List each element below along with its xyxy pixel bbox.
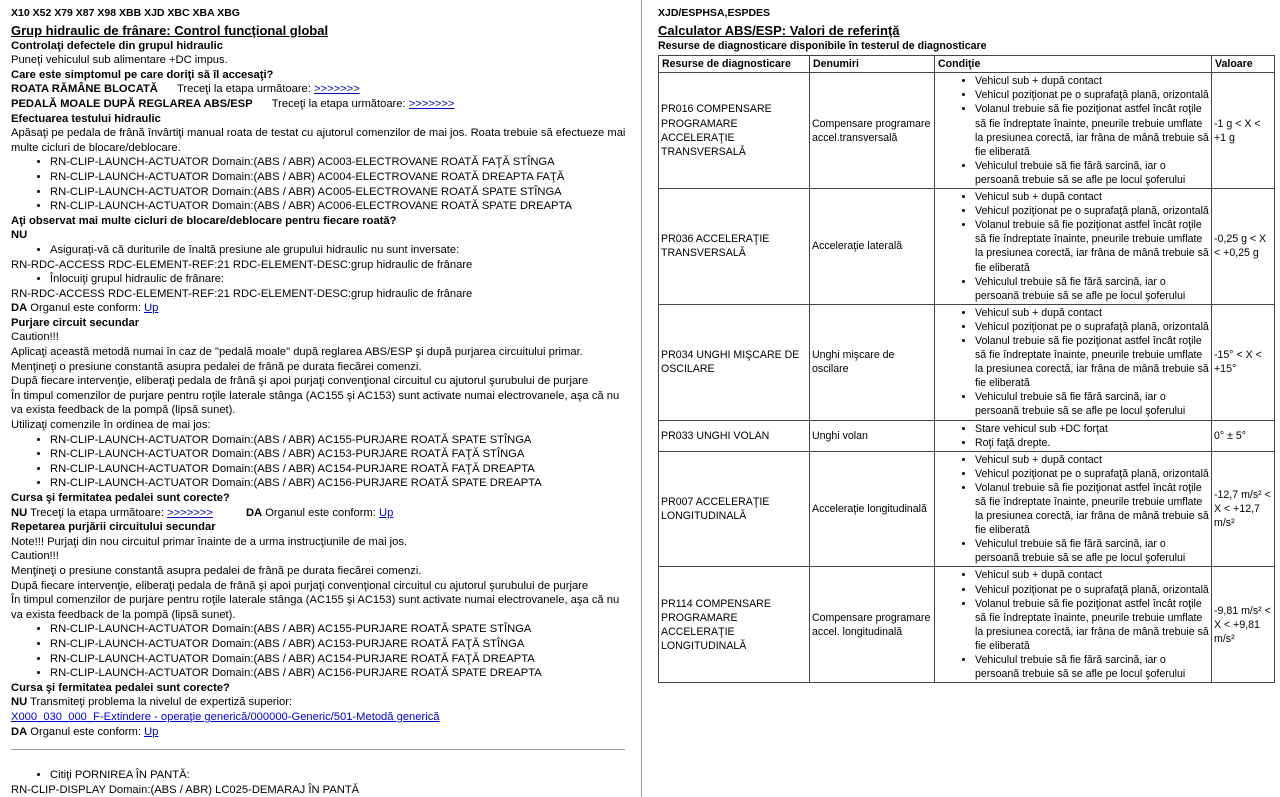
- list-item: • RN-CLIP-LAUNCH-ACTUATOR Domain:(ABS / ABR) AC156-PURJARE ROATĂ SPATE DREAPTA: [50, 666, 631, 681]
- conform-row-1: [11, 301, 631, 316]
- condition-item: • Vehicul poziţionat pe o suprafaţă plană, orizontală: [975, 320, 1209, 334]
- pedal-question: Cursa şi fermitatea pedalei sunt corecte?: [11, 492, 230, 504]
- repeat-paragraph-3: În timpul comenzilor de purjare pentru roţile laterale stânga (AC155 şi AC153) sunt activate numai electrovanele, aşa că nu va exista feedback de la pompă (lipsă sunet).: [11, 594, 620, 621]
- answer-nu: NU: [11, 506, 28, 519]
- conform-text: Organul este conform:: [30, 302, 141, 315]
- cycles-question: Aţi observat mai multe cicluri de blocare/deblocare pentru fiecare roată?: [11, 214, 397, 227]
- list-item: • RN-CLIP-LAUNCH-ACTUATOR Domain:(ABS / ABR) AC003-ELECTROVANE ROATĂ FAŢĂ STÎNGA: [50, 155, 631, 170]
- calculator-subtitle: Resurse de diagnosticare disponibile în testerul de diagnosticare: [658, 39, 987, 52]
- escalate-link[interactable]: X000_030_000_F-Extindere - operaţie generică/000000-Generic/501-Metodă generică: [11, 710, 440, 723]
- condition-cell: [935, 73, 1212, 189]
- replace-list: [11, 272, 631, 287]
- value-cell: -9,81 m/s² < X < +9,81 m/s²: [1212, 567, 1275, 683]
- up-link-3[interactable]: Up: [144, 725, 159, 738]
- name-cell: Compensare programare accel.transversală: [810, 73, 935, 189]
- reference-values-table: [658, 55, 1275, 683]
- table-header-row: [659, 56, 1275, 73]
- name-cell: Acceleraţie longitudinală: [810, 451, 935, 567]
- vehicle-codes: X10 X52 X79 X87 X98 XBB XJD XBC XBA XBG: [11, 7, 240, 19]
- section-divider: [11, 749, 625, 750]
- value-cell: -15° < X < +15°: [1212, 304, 1275, 420]
- display-line: RN-CLIP-DISPLAY Domain:(ABS / ABR) LC025-DEMARAJ ÎN PANTĂ: [11, 783, 360, 796]
- table-row: [659, 567, 1275, 683]
- symptom-row-1: [11, 82, 631, 97]
- goto-link-symptom-2[interactable]: >>>>>>>: [408, 97, 455, 110]
- list-item: • RN-CLIP-LAUNCH-ACTUATOR Domain:(ABS / ABR) AC004-ELECTROVANE ROATĂ DREAPTA FAŢĂ: [50, 170, 631, 185]
- calculator-title: Calculator ABS/ESP: Valori de referinţă: [658, 22, 900, 38]
- goto-link-symptom-1[interactable]: >>>>>>>: [314, 83, 360, 96]
- condition-item: • Volanul trebuie să fie poziţionat astfel încât roţile să fie îndreptate înainte, pneurile trebuie umflate la presiunea corectă, iar frâna de mână trebuie să fie eliberată: [975, 481, 1209, 537]
- resource-cell: PR114 COMPENSARE PROGRAMARE ACCELERAŢIE LONGITUDINALĂ: [659, 567, 810, 683]
- condition-cell: [935, 420, 1212, 451]
- condition-item: • Vehicul sub + după contact: [975, 74, 1209, 88]
- escalate-row: [11, 695, 631, 710]
- purge-paragraph-2: Menţineţi o presiune constantă asupra pedalei de frână pe durata fiecărei comenzi.: [11, 360, 422, 373]
- name-cell: Unghi mişcare de oscilare: [810, 304, 935, 420]
- condition-item: • Roţi faţă drepte.: [975, 436, 1209, 450]
- symptom-row-2: [11, 97, 631, 112]
- goto-link-pedal[interactable]: >>>>>>>: [167, 506, 213, 519]
- note-text: Note!!! Purjaţi din nou circuitul primar înainte de a urma instrucţiunile de mai jos.: [11, 535, 408, 548]
- symptom-question: Care este simptomul pe care doriţi să îl accesaţi?: [11, 68, 274, 81]
- conform-text: Organul este conform:: [265, 506, 376, 519]
- answer-nu: NU: [11, 229, 28, 242]
- answer-nu: NU: [11, 696, 28, 709]
- list-item: • RN-CLIP-LAUNCH-ACTUATOR Domain:(ABS / ABR) AC153-PURJARE ROATĂ FAŢĂ STÎNGA: [50, 447, 631, 462]
- list-item: • RN-CLIP-LAUNCH-ACTUATOR Domain:(ABS / ABR) AC154-PURJARE ROATĂ FAŢĂ DREAPTA: [50, 652, 631, 667]
- list-item: • RN-CLIP-LAUNCH-ACTUATOR Domain:(ABS / ABR) AC156-PURJARE ROATĂ SPATE DREAPTA: [50, 476, 631, 491]
- panel-divider: [641, 0, 642, 797]
- condition-item: • Vehiculul trebuie să fie fără sarcină, iar o persoană trebuie să se afle pe locul şoferului: [975, 275, 1209, 303]
- section-heading-repeat: Repetarea purjării circuitului secundar: [11, 521, 216, 534]
- up-link-2[interactable]: Up: [379, 506, 394, 519]
- table-row: [659, 420, 1275, 451]
- value-cell: -12,7 m/s² < X < +12,7 m/s²: [1212, 451, 1275, 567]
- hose-check-list: [11, 243, 631, 258]
- condition-item: • Vehiculul trebuie să fie fără sarcină, iar o persoană trebuie să se afle pe locul şoferului: [975, 537, 1209, 565]
- section-heading-test: Efectuarea testului hidraulic: [11, 112, 161, 125]
- column-header: Denumiri: [810, 56, 935, 73]
- condition-item: • Vehicul sub + după contact: [975, 453, 1209, 467]
- goto-text: Treceţi la etapa următoare:: [271, 97, 406, 110]
- value-cell: -0,25 g < X < +0,25 g: [1212, 189, 1275, 305]
- value-cell: 0° ± 5°: [1212, 420, 1275, 451]
- answer-da: DA: [11, 302, 28, 315]
- actuator-list-1: [11, 155, 631, 213]
- condition-item: • Vehiculul trebuie să fie fără sarcină, iar o persoană trebuie să se afle pe locul şoferului: [975, 390, 1209, 418]
- column-header: Condiţie: [935, 56, 1212, 73]
- symptom-2: PEDALĂ MOALE DUPĂ REGLAREA ABS/ESP: [11, 97, 253, 110]
- page-title: Grup hidraulic de frânare: Control funcţional global: [11, 22, 329, 38]
- answer-da: DA: [11, 725, 28, 738]
- resource-cell: PR016 COMPENSARE PROGRAMARE ACCELERAŢIE TRANSVERSALĂ: [659, 73, 810, 189]
- section-heading-purge: Purjare circuit secundar: [11, 316, 140, 329]
- caution-text: Caution!!!: [11, 550, 59, 563]
- caution-text: Caution!!!: [11, 331, 59, 344]
- condition-item: • Stare vehicul sub +DC forţat: [975, 422, 1209, 436]
- list-item: • Citiţi PORNIREA ÎN PANTĂ:: [50, 768, 631, 783]
- condition-cell: [935, 567, 1212, 683]
- name-cell: Unghi volan: [810, 420, 935, 451]
- repeat-paragraph-2: După fiecare intervenţie, eliberaţi pedala de frână şi apoi purjaţi convenţional circuitul cu ajutorul şurubului de purjare: [11, 579, 589, 592]
- pedal-question-2: Cursa şi fermitatea pedalei sunt corecte?: [11, 681, 230, 694]
- rdc-access-line: RN-RDC-ACCESS RDC-ELEMENT-REF:21 RDC-ELEMENT-DESC:grup hidraulic de frânare: [11, 287, 473, 300]
- purge-paragraph-3: După fiecare intervenţie, eliberaţi pedala de frână şi apoi purjaţi convenţional circuitul cu ajutorul şurubului de purjare: [11, 375, 589, 388]
- resource-cell: PR034 UNGHI MIŞCARE DE OSCILARE: [659, 304, 810, 420]
- list-item: • Înlocuiţi grupul hidraulic de frânare:: [50, 272, 631, 287]
- list-item: • RN-CLIP-LAUNCH-ACTUATOR Domain:(ABS / ABR) AC155-PURJARE ROATĂ SPATE STÎNGA: [50, 622, 631, 637]
- actuator-list-2: [11, 433, 631, 491]
- purge-paragraph-1: Aplicaţi această metodă numai în caz de "pedală moale" după reglarea ABS/ESP şi după purjarea circuitului primar.: [11, 346, 583, 359]
- value-cell: -1 g < X < +1 g: [1212, 73, 1275, 189]
- up-link-1[interactable]: Up: [144, 302, 159, 315]
- calculator-codes: XJD/ESPHSA,ESPDES: [658, 7, 771, 19]
- symptom-1: ROATA RĂMÂNE BLOCATĂ: [11, 83, 158, 96]
- condition-item: • Volanul trebuie să fie poziţionat astfel încât roţile să fie îndreptate înainte, pneurile trebuie umflate la presiunea corectă, iar frâna de mână trebuie să fie eliberată: [975, 597, 1209, 653]
- goto-text: Treceţi la etapa următoare:: [176, 83, 311, 96]
- list-item: • RN-CLIP-LAUNCH-ACTUATOR Domain:(ABS / ABR) AC155-PURJARE ROATĂ SPATE STÎNGA: [50, 433, 631, 448]
- rdc-access-line: RN-RDC-ACCESS RDC-ELEMENT-REF:21 RDC-ELEMENT-DESC:grup hidraulic de frânare: [11, 258, 473, 271]
- condition-item: • Vehiculul trebuie să fie fără sarcină, iar o persoană trebuie să se afle pe locul şoferului: [975, 653, 1209, 681]
- purge-paragraph-4: În timpul comenzilor de purjare pentru roţile laterale stânga (AC155 şi AC153) sunt activate numai electrovanele, aşa că nu va exista feedback de la pompă (lipsă sunet).: [11, 389, 620, 417]
- table-row: [659, 73, 1275, 189]
- list-item: • Asiguraţi-vă că duriturile de înaltă presiune ale grupului hidraulic nu sunt inversate:: [50, 243, 631, 258]
- name-cell: Compensare programare accel. longitudinală: [810, 567, 935, 683]
- condition-item: • Vehiculul trebuie să fie fără sarcină, iar o persoană trebuie să se afle pe locul şoferului: [975, 159, 1209, 187]
- list-item: • RN-CLIP-LAUNCH-ACTUATOR Domain:(ABS / ABR) AC154-PURJARE ROATĂ FAŢĂ DREAPTA: [50, 462, 631, 477]
- table-row: [659, 451, 1275, 567]
- actuator-list-3: [11, 622, 631, 680]
- column-header: Resurse de diagnosticare: [659, 56, 810, 73]
- list-item: • RN-CLIP-LAUNCH-ACTUATOR Domain:(ABS / ABR) AC006-ELECTROVANE ROATĂ SPATE DREAPTA: [50, 199, 631, 214]
- power-instruction: Puneţi vehiculul sub alimentare +DC impus.: [11, 54, 228, 67]
- list-item: • RN-CLIP-LAUNCH-ACTUATOR Domain:(ABS / ABR) AC005-ELECTROVANE ROATĂ SPATE STÎNGA: [50, 185, 631, 200]
- condition-item: • Vehicul sub + după contact: [975, 190, 1209, 204]
- purge-paragraph-5: Utilizaţi comenzile în ordinea de mai jos:: [11, 419, 211, 432]
- right-document: [658, 6, 1275, 683]
- escalate-text: Transmiteţi problema la nivelul de expertiză superior:: [30, 696, 293, 709]
- list-item: • RN-CLIP-LAUNCH-ACTUATOR Domain:(ABS / ABR) AC153-PURJARE ROATĂ FAŢĂ STÎNGA: [50, 637, 631, 652]
- conform-row-3: [11, 725, 631, 740]
- resource-cell: PR007 ACCELERAŢIE LONGITUDINALĂ: [659, 451, 810, 567]
- condition-item: • Vehicul poziţionat pe o suprafaţă plană, orizontală: [975, 204, 1209, 218]
- condition-item: • Vehicul poziţionat pe o suprafaţă plană, orizontală: [975, 583, 1209, 597]
- section-heading-control: Controlaţi defectele din grupul hidraulic: [11, 39, 223, 52]
- pedal-answers-row: [11, 506, 631, 521]
- repeat-paragraph-1: Menţineţi o presiune constantă asupra pedalei de frână pe durata fiecărei comenzi.: [11, 564, 422, 577]
- goto-text: Treceţi la etapa următoare:: [30, 506, 164, 519]
- condition-item: • Vehicul sub + după contact: [975, 568, 1209, 582]
- resource-cell: PR033 UNGHI VOLAN: [659, 420, 810, 451]
- condition-item: • Volanul trebuie să fie poziţionat astfel încât roţile să fie îndreptate înainte, pneurile trebuie umflate la presiunea corectă, iar frâna de mână trebuie să fie eliberată: [975, 102, 1209, 158]
- condition-item: • Volanul trebuie să fie poziţionat astfel încât roţile să fie îndreptate înainte, pneurile trebuie umflate la presiunea corectă, iar frâna de mână trebuie să fie eliberată: [975, 334, 1209, 390]
- test-instructions: Apăsaţi pe pedala de frână învârtiţi manual roata de testat cu ajutorul comenzilor de mai jos. Roata trebuie să efectueze mai multe cicluri de blocare/deblocare.: [11, 127, 626, 154]
- answer-da: DA: [245, 506, 263, 519]
- condition-cell: [935, 304, 1212, 420]
- condition-item: • Vehicul poziţionat pe o suprafaţă plană, orizontală: [975, 467, 1209, 481]
- resource-cell: PR036 ACCELERAŢIE TRANSVERSALĂ: [659, 189, 810, 305]
- ramp-list: [11, 768, 631, 783]
- name-cell: Acceleraţie laterală: [810, 189, 935, 305]
- condition-item: • Vehicul sub + după contact: [975, 306, 1209, 320]
- condition-cell: [935, 451, 1212, 567]
- left-document: [11, 6, 631, 797]
- condition-item: • Volanul trebuie să fie poziţionat astfel încât roţile să fie îndreptate înainte, pneurile trebuie umflate la presiunea corectă, iar frâna de mână trebuie să fie eliberată: [975, 218, 1209, 274]
- conform-text: Organul este conform:: [30, 725, 141, 738]
- column-header: Valoare: [1212, 56, 1275, 73]
- condition-cell: [935, 189, 1212, 305]
- table-row: [659, 189, 1275, 305]
- condition-item: • Vehicul poziţionat pe o suprafaţă plană, orizontală: [975, 88, 1209, 102]
- table-row: [659, 304, 1275, 420]
